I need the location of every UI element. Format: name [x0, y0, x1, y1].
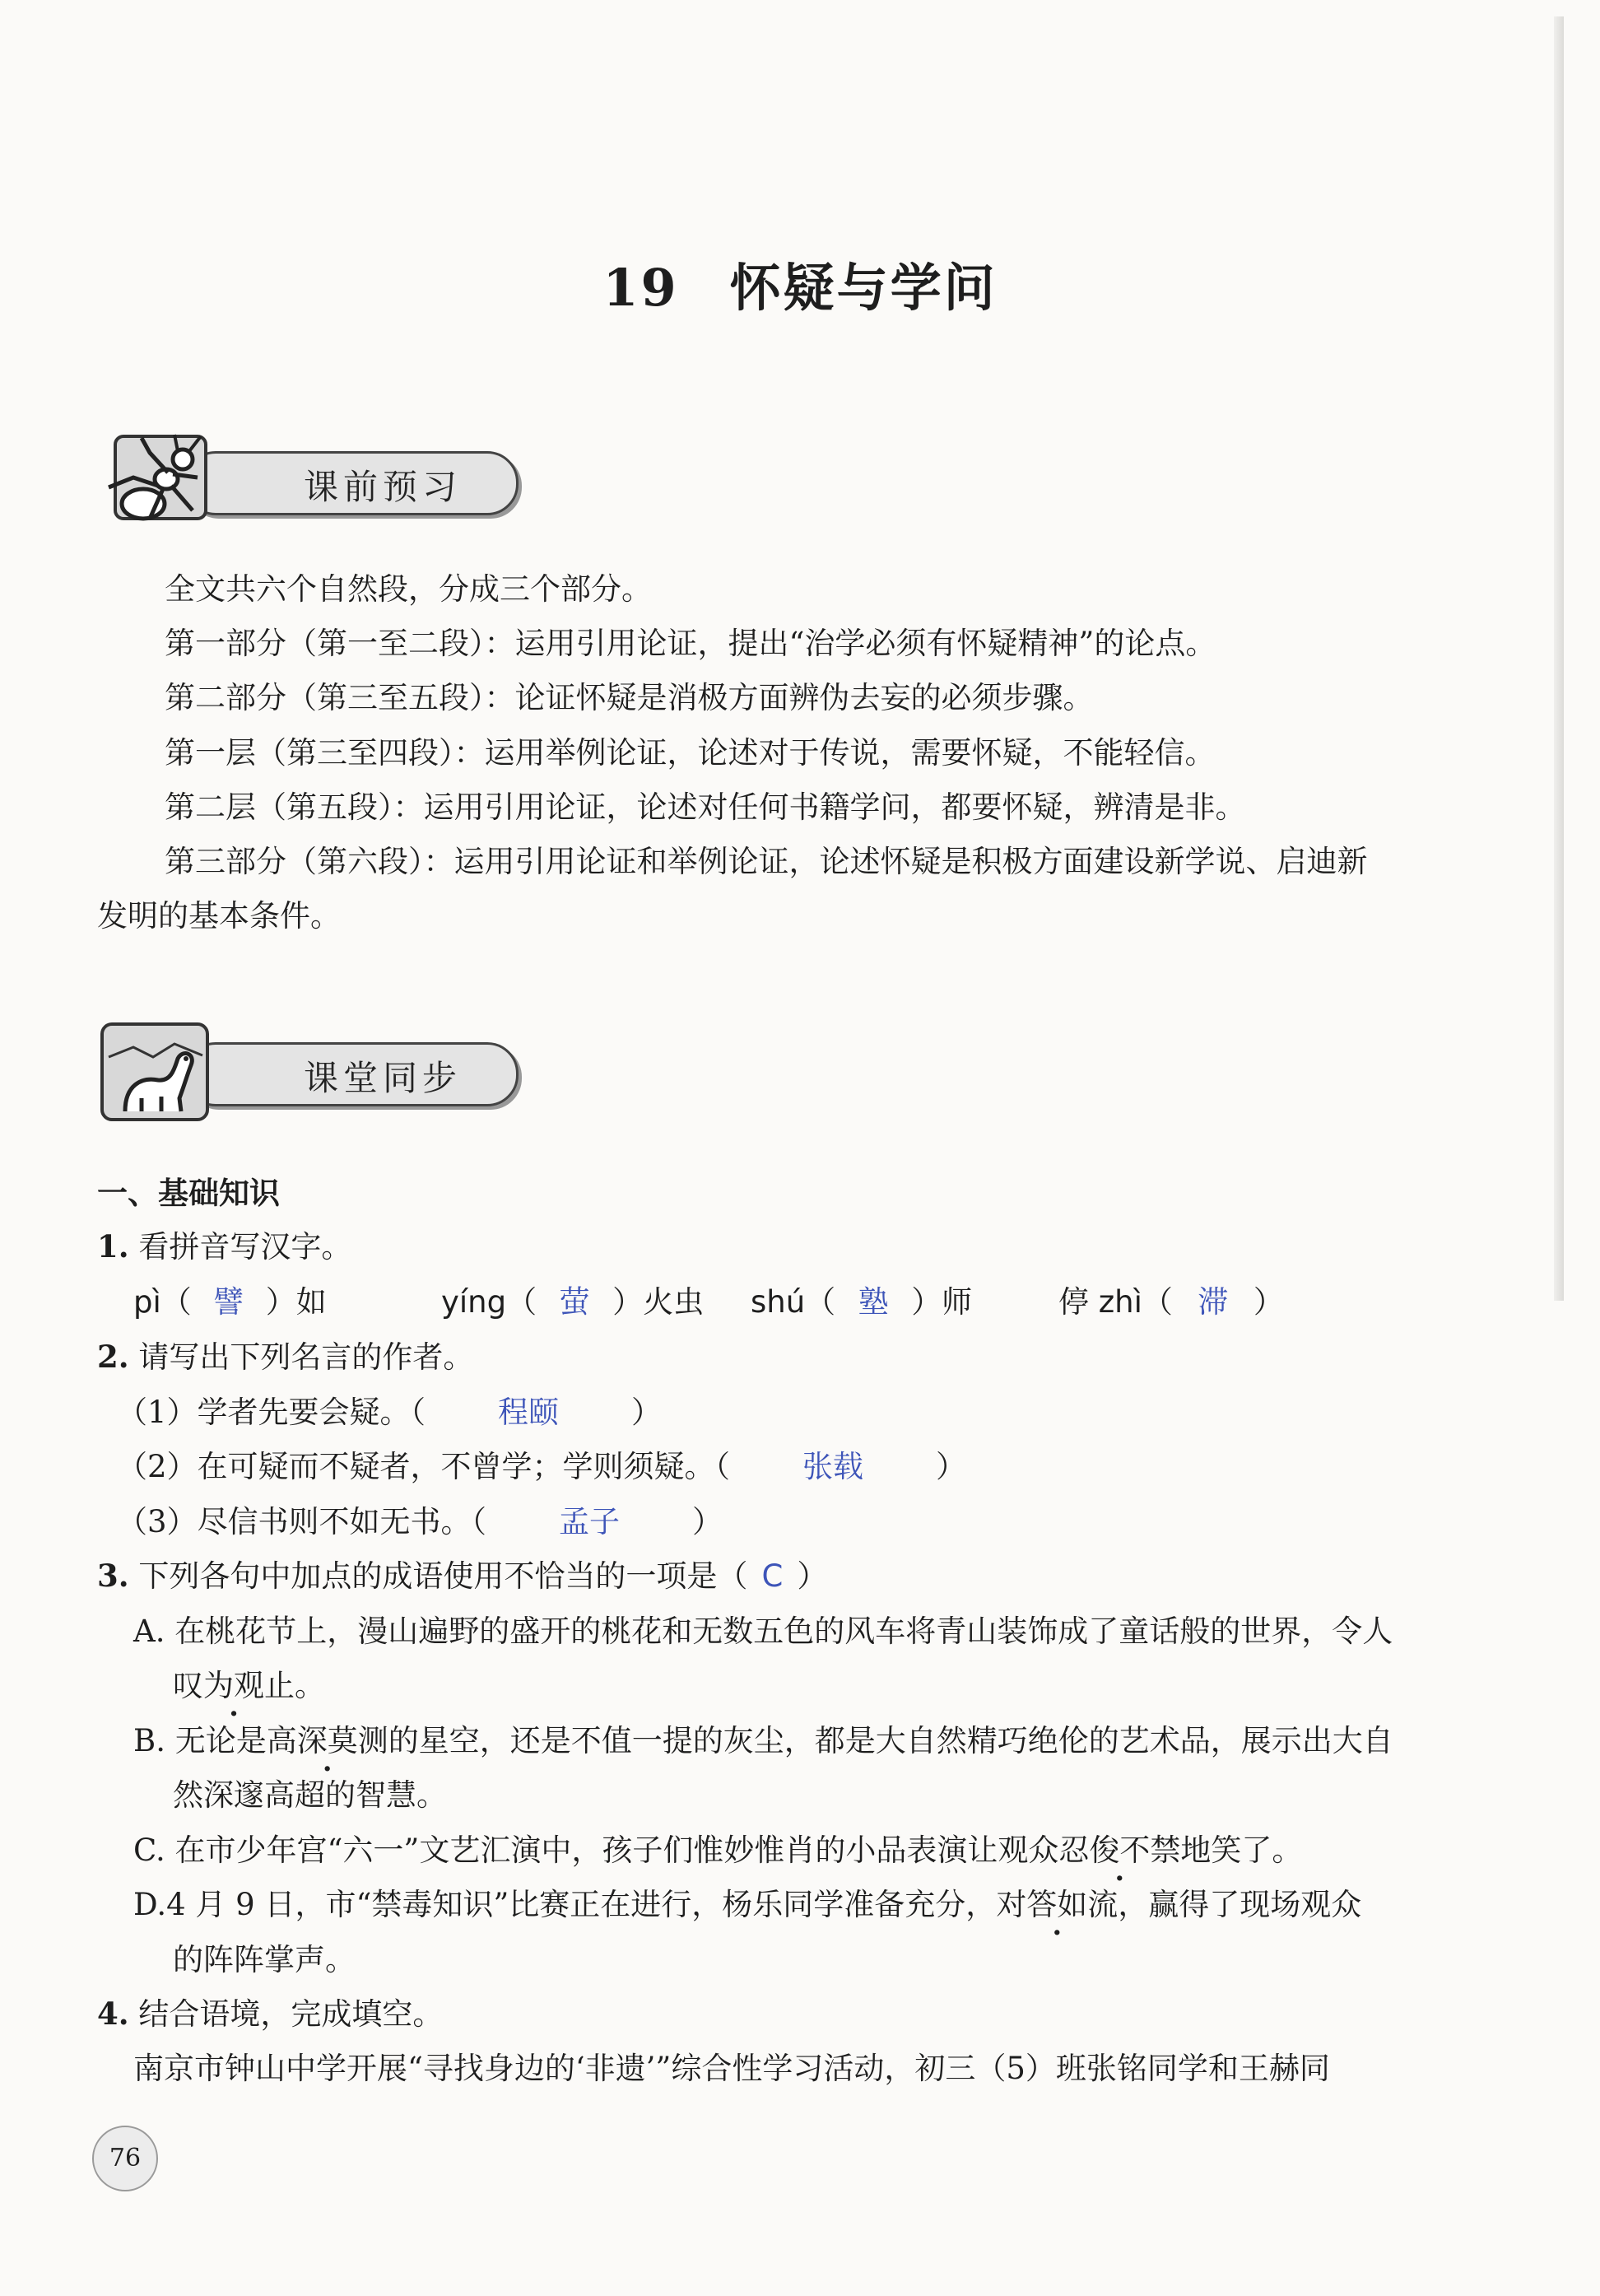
- q3-option-d-line-1: [133, 1889, 1361, 1920]
- classroom-badge-label: 课堂同步: [304, 1058, 463, 1098]
- q1-item-2-pinyin: yíng（: [441, 1284, 537, 1320]
- q2-text: 请写出下列名言的作者。: [138, 1339, 474, 1375]
- q1-item-4: [1058, 1284, 1284, 1320]
- q1-number: 1.: [97, 1228, 129, 1264]
- q3-option-c-start: C. 在市少年宫“六一”文艺汇演中，孩子们惟妙惟肖的小品表演让观众: [133, 1833, 1059, 1868]
- dinosaur-icon: [92, 1019, 216, 1126]
- q2-item-1-answer: 程颐: [498, 1395, 560, 1430]
- lesson-name: 怀疑与学问: [729, 258, 998, 318]
- q3-option-a-line-2: [173, 1670, 325, 1701]
- q2-item-2: [117, 1451, 966, 1482]
- q4-text: 结合语境，完成填空。: [138, 1996, 444, 2032]
- q3-option-a-idiom: 叹为观止: [173, 1668, 295, 1703]
- section-basic-knowledge: 一、基础知识: [97, 1176, 280, 1211]
- preview-line-5: 第二层（第五段）：运用引用论证，论述对任何书籍学问，都要怀疑，辨清是非。: [165, 789, 1246, 825]
- ant-icon: [92, 428, 216, 535]
- classroom-badge: [92, 1019, 463, 1126]
- page-number: 76: [92, 2126, 158, 2191]
- q1-item-4-pinyin: 停 zhì（: [1058, 1284, 1173, 1320]
- q2-item-2-answer: 张载: [802, 1449, 864, 1484]
- lesson-number: 19: [602, 258, 679, 318]
- q1-item-1-pinyin: pì（: [133, 1284, 192, 1320]
- q1-stem: [97, 1228, 352, 1264]
- preview-badge: [92, 428, 463, 535]
- q2-item-3: [117, 1504, 723, 1539]
- q3-option-d-line-2: 的阵阵掌声。: [173, 1942, 356, 1977]
- q1-item-1-after: ）如: [265, 1284, 327, 1320]
- q3-answer: C: [761, 1558, 784, 1594]
- q3-option-a-line-1: A. 在桃花节上，漫山遍野的盛开的桃花和无数五色的风车将青山装饰成了童话般的世界，令人: [133, 1614, 1393, 1649]
- q2-item-3-answer: 孟子: [559, 1504, 621, 1539]
- q2-number: 2.: [97, 1339, 129, 1375]
- q3-option-c-line-1: [133, 1833, 1303, 1868]
- q2-item-2-text: （2）在可疑而不疑者，不曾学；学则须疑。（: [117, 1449, 731, 1484]
- q4-stem: [97, 1996, 444, 2032]
- q3-number: 3.: [97, 1558, 129, 1594]
- q1-item-3-pinyin: shú（: [751, 1284, 836, 1320]
- q1-item-1-answer: 譬: [213, 1284, 244, 1320]
- q3-option-d-start: D.4 月 9 日，市“禁毒知识”比赛正在进行，杨乐同学准备充分，: [133, 1887, 997, 1922]
- preview-line-6: 第三部分（第六段）：运用引用论证和举例论证，论述怀疑是积极方面建设新学说、启迪新: [165, 844, 1368, 879]
- q3-option-c-idiom: 忍俊不禁: [1058, 1833, 1181, 1868]
- q2-item-1: [117, 1395, 663, 1430]
- q4-context-line: 南京市钟山中学开展“寻找身边的‘非遗’”综合性学习活动，初三（5）班张铭同学和王赫同: [133, 2051, 1330, 2086]
- preview-line-3: 第二部分（第三至五段）：论证怀疑是消极方面辨伪去妄的必须步骤。: [165, 680, 1094, 715]
- q1-text: 看拼音写汉字。: [138, 1229, 352, 1264]
- q1-item-4-after: ）: [1253, 1284, 1284, 1320]
- preview-badge-pill: [184, 451, 519, 515]
- q3-text: 下列各句中加点的成语使用不恰当的一项是（: [138, 1558, 748, 1594]
- q3-option-b-line-2: 然深邃高超的智慧。: [173, 1777, 447, 1813]
- q3-option-b-idiom: 高深莫测: [266, 1723, 388, 1758]
- q2-item-1-close: ）: [631, 1395, 663, 1430]
- q1-item-3-after: ）师: [911, 1284, 973, 1320]
- preview-line-4: 第一层（第三至四段）：运用举例论证，论述对于传说，需要怀疑，不能轻信。: [165, 735, 1216, 771]
- q1-item-3-answer: 塾: [858, 1284, 889, 1320]
- q1-item-2-answer: 萤: [559, 1284, 590, 1320]
- q1-item-2: [441, 1284, 705, 1320]
- q1-item-1: [133, 1284, 327, 1320]
- q1-item-4-answer: 滞: [1198, 1284, 1229, 1320]
- q3-stem: [97, 1558, 828, 1594]
- classroom-badge-pill: [184, 1042, 519, 1106]
- q3-close: ）: [797, 1558, 828, 1594]
- q3-option-a-end: 。: [295, 1668, 325, 1703]
- q3-option-b-start: B. 无论是: [133, 1723, 267, 1758]
- lesson-title: [0, 247, 1600, 320]
- q2-item-3-close: ）: [692, 1504, 723, 1539]
- q3-option-b-line-1: [133, 1725, 1393, 1756]
- q2-item-3-text: （3）尽信书则不如无书。（: [117, 1504, 487, 1539]
- preview-line-2: 第一部分（第一至二段）：运用引用论证，提出“治学必须有怀疑精神”的论点。: [165, 626, 1216, 661]
- q3-option-d-idiom: 对答如流: [996, 1887, 1119, 1922]
- preview-badge-label: 课前预习: [304, 467, 463, 507]
- q2-item-2-close: ）: [936, 1449, 967, 1484]
- q2-stem: [97, 1339, 474, 1375]
- preview-line-1: 全文共六个自然段，分成三个部分。: [165, 571, 652, 607]
- preview-line-7: 发明的基本条件。: [97, 898, 341, 934]
- page-edge: [1554, 16, 1564, 1301]
- q3-option-b-rest: 的星空，还是不值一提的灰尘，都是大自然精巧绝伦的艺术品，展示出大自: [388, 1723, 1393, 1758]
- q2-item-1-text: （1）学者先要会疑。（: [117, 1395, 426, 1430]
- q1-item-3: [751, 1284, 973, 1320]
- q3-option-c-rest: 地笑了。: [1180, 1833, 1303, 1868]
- q3-option-d-rest: ，赢得了现场观众: [1118, 1887, 1362, 1922]
- q1-item-2-after: ）火虫: [612, 1284, 705, 1320]
- q4-number: 4.: [97, 1996, 129, 2032]
